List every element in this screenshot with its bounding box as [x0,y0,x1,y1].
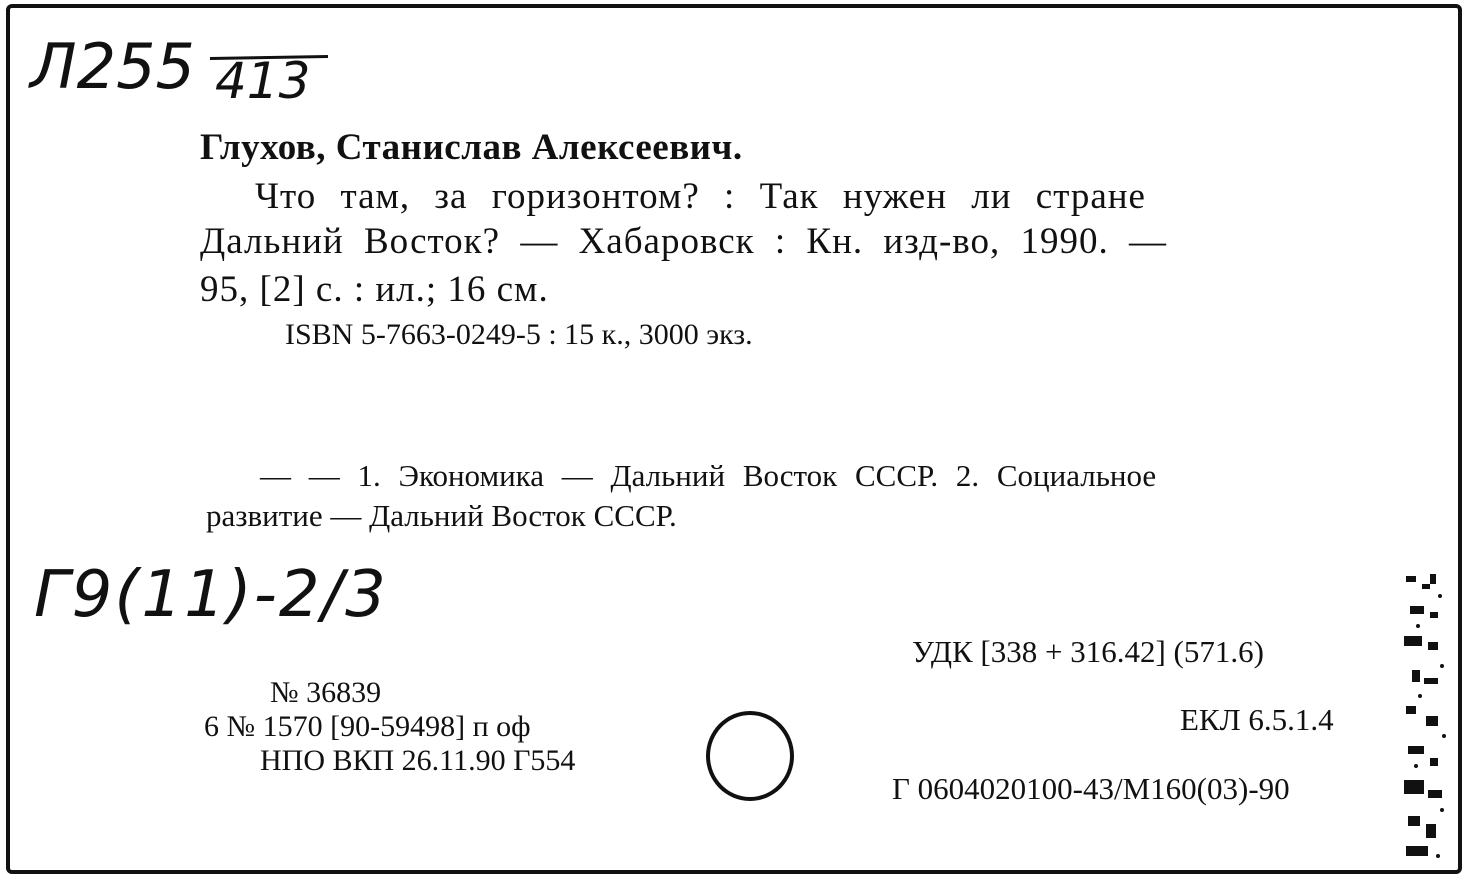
isbn-line: ISBN 5-7663-0249-5 : 15 к., 3000 экз. [285,318,753,351]
classification-handwritten: Г9(11)-2/3 [34,558,388,632]
g-code: Г 0604020100-43/М160(03)-90 [892,771,1290,806]
circle-mark [706,711,794,801]
subjects-line-2: развитие — Дальний Восток СССР. [206,498,677,533]
title-line-1: Что там, за горизонтом? : Так нужен ли стране [255,176,1146,217]
print-order-line: 6 № 1570 [90-59498] п оф [204,710,531,743]
shelf-number-handwritten: 413 [215,52,311,110]
ink-stamp-speckle [1400,566,1452,866]
title-line-2: Дальний Восток? — Хабаровск : Кн. изд-во, 1990. — [200,221,1167,262]
imprint-line: НПО ВКП 26.11.90 Г554 [260,744,576,777]
ekl-code: ЕКЛ 6.5.1.4 [1180,702,1334,737]
udk-code: УДК [338 + 316.42] (571.6) [912,634,1264,669]
card-number: № 36839 [270,676,382,709]
shelf-mark-handwritten: Л255 [30,30,195,103]
author-heading: Глухов, Станислав Алексеевич. [200,127,743,168]
subjects-line-1: — — 1. Экономика — Дальний Восток СССР. 2. Социальное [260,458,1157,493]
title-line-3: 95, [2] с. : ил.; 16 см. [200,269,549,310]
